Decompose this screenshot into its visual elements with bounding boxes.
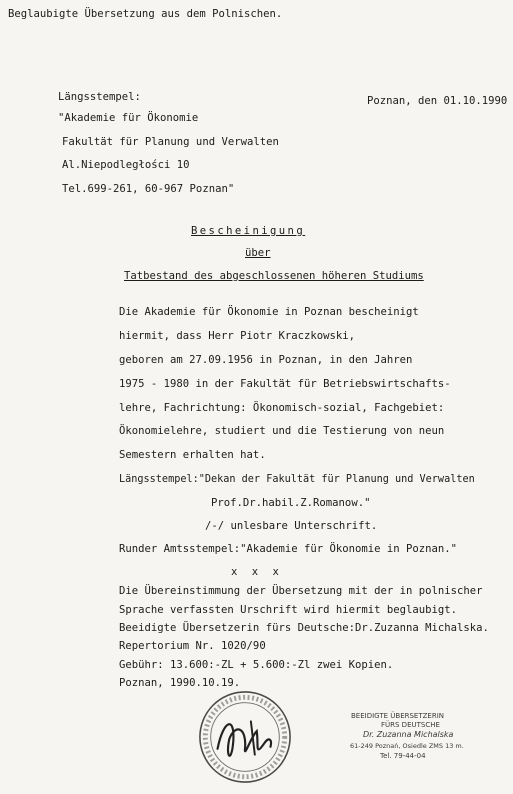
laengsstempel-label: Längsstempel: [58,91,141,103]
certification-line3: Beeidigte Übersetzerin fürs Deutsche:Dr.Zuzanna Michalska. [119,622,489,634]
certification-line6: Poznan, 1990.10.19. [119,677,241,689]
stamp-block-line4: Runder Amtsstempel:"Akademie für Ökonomie in Poznan." [119,543,458,555]
translator-stamp-line1: BEEIDIGTE ÜBERSETZERIN [351,712,445,720]
laengsstempel-line4: Tel.699-261, 60-967 Poznan" [62,183,235,195]
stamp-block-line1: Längsstempel:"Dekan der Fakultät für Planung und Verwalten [119,474,475,485]
body-line5: lehre, Fachrichtung: Ökonomisch-sozial, Fachgebiet: [119,402,445,414]
title-bescheinigung: Bescheinigung [191,225,306,237]
round-seal-with-signature [196,688,294,786]
body-line4: 1975 - 1980 in der Fakultät für Betriebswirtschafts- [119,378,451,390]
body-line6: Ökonomielehre, studiert und die Testierung von neun [119,425,445,437]
header-line: Beglaubigte Übersetzung aus dem Polnischen. [8,8,283,20]
translator-stamp-line4: 61-249 Poznań, Osiedle ZMS 13 m. [350,742,464,750]
certification-line1: Die Übereinstimmung der Übersetzung mit der in polnischer [119,585,483,597]
stamp-block-line2: Prof.Dr.habil.Z.Romanow." [211,497,371,509]
translator-stamp-line5: Tel. 79-44-04 [380,752,426,760]
certification-line2: Sprache verfassten Urschrift wird hiermit beglaubigt. [119,604,458,616]
certification-line5: Gebühr: 13.600:-ZL + 5.600:-Zl zwei Kopien. [119,659,394,671]
body-line3: geboren am 27.09.1956 in Poznan, in den Jahren [119,354,413,366]
place-date: Poznan, den 01.10.1990 [367,95,508,107]
translator-stamp-line2: FÜRS DEUTSCHE [381,721,440,729]
stamp-block-line3: /-/ unlesbare Unterschrift. [205,520,378,532]
translator-stamp-line3: Dr. Zuzanna Michalska [363,730,454,739]
separator-xxx: x x x [231,566,279,578]
body-line1: Die Akademie für Ökonomie in Poznan bescheinigt [119,306,419,318]
laengsstempel-line2: Fakultät für Planung und Verwalten [62,136,279,148]
title-tatbestand: Tatbestand des abgeschlossenen höheren Studiums [124,270,424,282]
laengsstempel-line1: "Akademie für Ökonomie [58,112,199,124]
body-line2: hiermit, dass Herr Piotr Kraczkowski, [119,330,355,342]
title-ueber: über [245,247,271,259]
certification-line4: Repertorium Nr. 1020/90 [119,640,266,652]
body-line7: Semestern erhalten hat. [119,449,266,461]
laengsstempel-line3: Al.Niepodległości 10 [62,159,190,171]
